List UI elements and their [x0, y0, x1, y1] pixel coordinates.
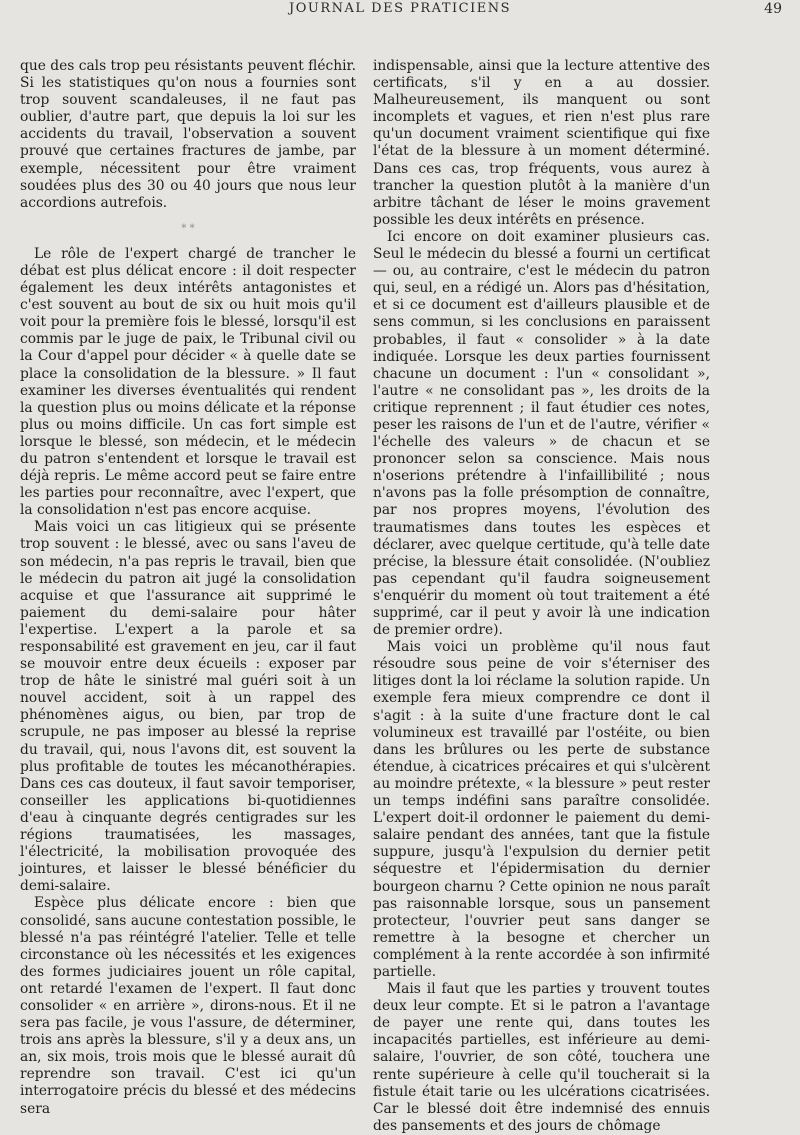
journal-title: JOURNAL DES PRATICIENS — [289, 1, 511, 16]
left-column — [20, 58, 356, 1118]
section-separator: * * — [181, 222, 195, 234]
paragraph: Mais il faut que les parties y trouvent toutes deux leur compte. Et si le patron a l'avantage de payer une rente qui, dans toutes les incapacités partielles, est inférieure au demi-salaire, l'ouvrier, de son côté, touchera une rente supérieure à celle qu'il toucherait si la fistule était tarie ou les ulcérations cicatrisées. Car le blessé doit être indemnisé des ennuis des pansements et des jours de chômage — [373, 981, 710, 1134]
paragraph: Espèce plus délicate encore : bien que consolidé, sans aucune contestation possible, le blessé n'a pas réintégré l'atelier. Telle et telle circonstance où les nécessités et les exigences des formes judiciaires jouent un rôle capital, ont retardé l'examen de l'expert. Il faut donc consolider « en arrière », dirons-nous. Et il ne sera pas facile, je vous l'assure, de déterminer, trois ans après la blessure, s'il y a deux ans, un an, six mois, trois mois que le blessé aurait dû reprendre son travail. C'est ici qu'un interrogatoire précis du blessé et des médecins sera — [20, 895, 356, 1117]
paragraph: Mais voici un cas litigieux qui se présente trop souvent : le blessé, avec ou sans l'aveu de son médecin, n'a pas repris le travail, bien que le médecin du patron ait jugé la consolidation acquise et que l'assurance ait supprimé le paiement du demi-salaire pour hâter l'expertise. L'expert a la parole et sa responsabilité est gravement en jeu, car il faut se mouvoir entre deux écueils : exposer par trop de hâte le sinistré mal guéri soit à un nouvel accident, soit à un rappel des phénomènes aigus, ou bien, par trop de scrupule, ne pas imposer au blessé la reprise du travail, qui, nous l'avons dit, est souvent la plus profitable de toutes les mécanothérapies. Dans ces cas douteux, il faut savoir temporiser, conseiller les applications bi-quotidiennes d'eau à cinquante degrés centigrades sur les régions traumatisées, les massages, l'électricité, la mobilisation provoquée des jointures, et laisser le blessé bénéficier du demi-salaire. — [20, 519, 356, 895]
paragraph: Le rôle de l'expert chargé de trancher le débat est plus délicat encore : il doit respecter également les deux intérêts antagonistes et c'est souvent au bout de six ou huit mois qu'il voit pour la première fois le blessé, lorsqu'il est commis par le juge de paix, le Tribunal civil ou la Cour d'appel pour décider « à quelle date se place la consolidation de la blessure. » Il faut examiner les diverses éventualités qui rendent la question plus ou moins délicate et la réponse plus ou moins difficile. Un cas fort simple est lorsque le blessé, son médecin, et le médecin du patron s'entendent et lorsque le travail est déjà repris. Le même accord peut se faire entre les parties pour reconnaître, avec l'expert, que la consolidation n'est pas encore acquise. — [20, 245, 356, 519]
paragraph: indispensable, ainsi que la lecture attentive des certificats, s'il y en a au dossier. Malheureusement, ils manquent ou sont incomplets et vagues, et rien n'est plus rare qu'un document vraiment scientifique qui fixe l'état de la blessure à un moment déterminé. Dans ces cas, trop fréquents, vous aurez à trancher la question plutôt à la manière d'un arbitre tâchant de léser le moins gravement possible les deux intérêts en présence. — [373, 58, 710, 228]
paragraph: Ici encore on doit examiner plusieurs cas. Seul le médecin du blessé a fourni un certificat — ou, au contraire, c'est le médecin du patron qui, seul, en a rédigé un. Alors pas d'hésitation, et si ce document est d'ailleurs plausible et de sens commun, si les conclusions en paraissent probables, il faut « consolider » à la date indiquée. Lorsque les deux parties fournissent chacune un document : l'un « consolidant », l'autre « ne consolidant pas », les droits de la critique reprennent ; il faut étudier ces notes, peser les raisons de l'un et de l'autre, vérifier « l'échelle des valeurs » de chacun et se prononcer selon sa conscience. Mais nous n'oserions prétendre à l'infaillibilité ; nous n'avons pas la folle présomption de connaître, par nos propres moyens, l'évolution des traumatismes dans toutes les espèces et déclarer, avec quelque certitude, qu'à telle date précise, la blessure était consolidée. (N'oubliez pas cependant qu'il faudra soigneusement s'enquérir du moment où tout traitement a été supprimé, car il peut y avoir là une indication de premier ordre). — [373, 228, 710, 639]
right-column — [373, 58, 710, 1135]
page-number: 49 — [764, 1, 782, 17]
paragraph: que des cals trop peu résistants peuvent fléchir. Si les statistiques qu'on nous a fournies sont trop souvent scandaleuses, il ne faut pas oublier, d'autre part, que depuis la loi sur les accidents du travail, l'observation a souvent prouvé que certaines fractures de jambe, par exemple, nécessitent pour être vraiment soudées plus des 30 ou 40 jours que nous leur accordions autrefois. — [20, 58, 357, 211]
paragraph: Mais voici un problème qu'il nous faut résoudre sous peine de voir s'éterniser des litiges dont la loi réclame la solution rapide. Un exemple fera mieux comprendre ce dont il s'agit : à la suite d'une fracture dont le cal volumineux est travaillé par l'ostéite, ou bien dans les brûlures ou les perte de substance étendue, à cicatrices précaires et qui s'ulcèrent au moindre prétexte, « la blessure » peut rester un temps indéfini sans paraître consolidée. L'expert doit-il ordonner le paiement du demi-salaire pendant des années, tant que la fistule suppure, jusqu'à l'expulsion du dernier petit séquestre et l'épidermisation du dernier bourgeon charnu ? Cette opinion ne nous paraît pas raisonnable lorsque, sous un pansement protecteur, l'ouvrier peut sans danger se remettre à la besogne et chercher un complément à la rente accordée à son infirmité partielle. — [373, 639, 710, 980]
running-header — [0, 0, 800, 20]
